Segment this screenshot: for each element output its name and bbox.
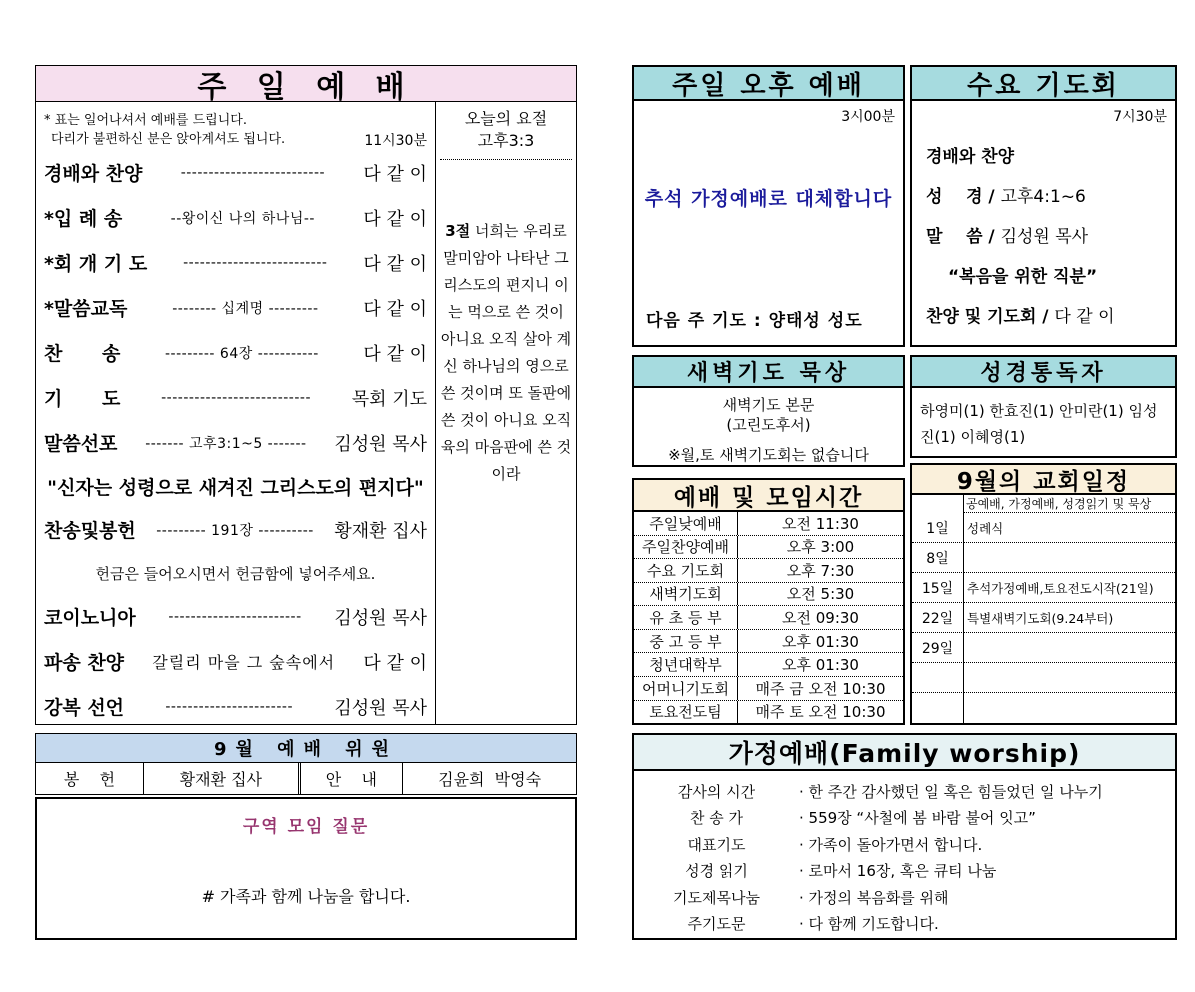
meeting-name: 주일낮예배	[634, 512, 738, 535]
order-row	[44, 639, 427, 684]
order-detail: --------- 191장 ----------	[156, 522, 314, 539]
table-row	[912, 693, 1175, 723]
order-leader: 황재환 집사	[334, 520, 427, 542]
order-row	[44, 330, 427, 375]
order-leader: 김성원 목사	[334, 697, 427, 719]
wednesday-prayer-section	[910, 65, 1177, 347]
schedule-day	[912, 693, 964, 723]
order-detail: -----------------------	[165, 698, 294, 715]
bible-label: 성 경 /	[926, 187, 1001, 207]
family-worship-desc: · 가정의 복음화를 위해	[799, 888, 949, 907]
meeting-time: 매주 금 오전 10:30	[755, 679, 886, 698]
wednesday-bible-row	[926, 182, 1169, 207]
order-label: 찬송및봉헌	[44, 520, 136, 542]
meeting-name: 수요 기도회	[634, 559, 738, 582]
order-leader: 김성원 목사	[334, 607, 427, 629]
table-row	[634, 701, 903, 724]
family-worship-desc: · 다 함께 기도합니다.	[799, 915, 939, 934]
order-detail: --왕이신 나의 하나님--	[170, 210, 315, 227]
order-leader: 다 같 이	[363, 343, 427, 365]
closing-leader: 다 같 이	[1054, 307, 1115, 327]
meeting-name: 주일찬양예배	[634, 536, 738, 559]
schedule-day: 15일	[912, 573, 964, 603]
order-label: 강복 선언	[44, 697, 125, 719]
order-row	[44, 375, 427, 420]
september-schedule-section	[910, 463, 1177, 725]
schedule-event	[964, 633, 1175, 663]
order-detail: ---------------------------	[161, 389, 312, 406]
table-row	[912, 663, 1175, 693]
order-detail: -------- 십계명 ---------	[172, 300, 319, 317]
meeting-name: 새벽기도회	[634, 583, 738, 606]
order-row	[44, 285, 427, 330]
dawn-prayer-note: ※월,토 새벽기도회는 없습니다	[668, 446, 869, 464]
bible-readers-section	[910, 355, 1177, 458]
order-label: 기 도	[44, 388, 121, 410]
table-row	[912, 633, 1175, 663]
order-label: 말씀선포	[44, 433, 118, 455]
standing-note	[44, 112, 285, 150]
sermon-quote: "신자는 성령으로 새겨진 그리스도의 편지다"	[47, 476, 424, 499]
schedule-event: 추석가정예배,토요전도시작(21일)	[964, 573, 1175, 603]
table-row	[634, 583, 903, 607]
order-leader: 김성원 목사	[334, 433, 427, 455]
sunday-worship-title: 주 일 예 배	[36, 66, 576, 102]
committee-title: 9월 예배 위원	[36, 734, 576, 763]
order-row	[44, 684, 427, 729]
order-detail: --------------------------	[183, 254, 328, 271]
table-row	[912, 513, 1175, 543]
order-leader: 다 같 이	[363, 208, 427, 230]
sunday-afternoon-section	[632, 65, 905, 347]
verse-reference: 고후3:3	[477, 131, 535, 151]
table-row	[634, 606, 903, 630]
meeting-time: 오전 5:30	[786, 585, 855, 604]
schedule-event	[964, 693, 1175, 723]
meeting-name: 청년대학부	[634, 653, 738, 676]
family-worship-desc: · 한 주간 감사했던 일 혹은 힘들었던 일 나누기	[799, 782, 1103, 801]
verse-heading-label: 오늘의 요절	[464, 109, 548, 128]
todays-verse-panel	[435, 102, 576, 724]
order-leader: 다 같 이	[363, 163, 427, 185]
september-committee-section	[35, 733, 577, 795]
table-row	[634, 512, 903, 536]
verse-text: 너희는 우리로 말미암아 나타난 그리스도의 편지니 이는 먹으로 쓴 것이 아니요 오직 살아 계신 하나님의 영으로 쓴 것이며 또 돌판에 쓴 것이 아니요 오직 육의 마음판에 쓴 것이라	[440, 221, 572, 483]
afternoon-time: 3시00분	[841, 109, 895, 125]
order-detail: ------------------------	[168, 608, 302, 625]
wednesday-closing-row	[926, 302, 1169, 327]
order-detail: 갈릴리 마을 그 숲속에서	[152, 653, 336, 672]
table-row	[634, 805, 1175, 832]
table-row	[634, 653, 903, 677]
order-row	[44, 150, 427, 195]
table-row	[634, 630, 903, 654]
table-row	[912, 603, 1175, 633]
family-worship-label: 기도제목나눔	[673, 888, 760, 907]
standing-note-line2: 다리가 불편하신 분은 앉아계셔도 됩니다.	[51, 132, 286, 148]
offering-note: 헌금은 들어오시면서 헌금함에 넣어주세요.	[95, 564, 376, 583]
order-label: *입 례 송	[44, 208, 123, 230]
afternoon-notice: 추석 가정예배로 대체합니다	[644, 188, 893, 210]
schedule-day: 1일	[912, 513, 964, 543]
wednesday-title: 수요 기도회	[912, 67, 1175, 101]
order-label: 찬 송	[44, 343, 121, 365]
schedule-table	[912, 495, 1175, 723]
family-worship-label: 감사의 시간	[677, 782, 756, 801]
committee-role-usher: 안 내	[301, 763, 404, 794]
wednesday-order	[912, 126, 1175, 327]
family-worship-label: 성경 읽기	[685, 862, 748, 881]
table-row	[634, 858, 1175, 885]
schedule-subtitle: 공예배, 가정예배, 성경읽기 및 묵상	[964, 495, 1175, 513]
table-row	[634, 884, 1175, 911]
family-worship-section	[632, 733, 1177, 940]
committee-row	[36, 763, 576, 794]
message-label: 말 씀 /	[926, 227, 1001, 247]
table-row	[912, 573, 1175, 603]
meeting-name: 중 고 등 부	[634, 630, 738, 653]
closing-label: 찬양 및 기도회 /	[926, 307, 1055, 327]
meeting-time: 매주 토 오전 10:30	[755, 703, 886, 722]
table-row	[634, 831, 1175, 858]
bible-ref: 고후4:1~6	[1000, 187, 1086, 207]
schedule-event	[964, 663, 1175, 693]
group-meeting-note: # 가족과 함께 나눔을 합니다.	[201, 887, 411, 906]
meeting-time: 오후 01:30	[782, 656, 859, 675]
order-label: *말씀교독	[44, 298, 128, 320]
meeting-name: 토요전도팀	[634, 701, 738, 724]
meeting-time: 오후 01:30	[782, 632, 859, 651]
verse-body	[440, 218, 572, 488]
table-row	[634, 911, 1175, 938]
family-worship-desc: · 가족이 돌아가면서 합니다.	[799, 835, 983, 854]
afternoon-title: 주일 오후 예배	[634, 67, 903, 101]
family-worship-label: 찬 송 가	[689, 809, 743, 828]
committee-person-usher: 김윤희 박영숙	[438, 770, 542, 789]
wednesday-praise: 경배와 찬양	[926, 147, 1015, 167]
group-meeting-title: 구역 모임 질문	[242, 817, 370, 837]
wednesday-message-row	[926, 222, 1169, 247]
standing-note-line1: * 표는 일어나셔서 예배를 드립니다.	[44, 113, 247, 129]
sunday-worship-section	[35, 65, 577, 725]
family-worship-title: 가정예배(Family worship)	[634, 735, 1175, 771]
table-row	[634, 778, 1175, 805]
meeting-time: 오전 09:30	[782, 609, 859, 628]
order-label: 파송 찬양	[44, 652, 125, 674]
bible-readers-names: 하영미(1) 한효진(1) 안미란(1) 임성진(1) 이혜영(1)	[920, 402, 1158, 446]
committee-person-offering: 황재환 집사	[144, 763, 301, 794]
service-time: 11시30분	[364, 133, 427, 149]
schedule-event	[964, 543, 1175, 573]
verse-number: 3절	[445, 221, 471, 240]
meeting-time: 오후 3:00	[786, 538, 855, 557]
group-meeting-section	[35, 797, 577, 940]
dawn-prayer-section	[632, 355, 905, 467]
meeting-time: 오전 11:30	[782, 514, 859, 533]
order-row	[44, 240, 427, 285]
meeting-times-section	[632, 478, 905, 725]
family-worship-desc: · 559장 “사철에 봄 바람 불어 잇고”	[799, 809, 1036, 828]
order-row	[44, 420, 427, 465]
table-row	[634, 536, 903, 560]
order-row	[44, 594, 427, 639]
schedule-day: 8일	[912, 543, 964, 573]
schedule-day: 22일	[912, 603, 964, 633]
order-detail: --------- 64장 -----------	[165, 345, 319, 362]
table-row	[634, 559, 903, 583]
order-row	[44, 507, 427, 552]
family-worship-label: 대표기도	[687, 835, 746, 854]
meeting-name: 어머니기도회	[634, 677, 738, 700]
schedule-event: 특별새벽기도회(9.24부터)	[964, 603, 1175, 633]
order-leader: 다 같 이	[363, 253, 427, 275]
table-row	[912, 543, 1175, 573]
schedule-day	[912, 495, 964, 513]
schedule-day	[912, 663, 964, 693]
wednesday-time: 7시30분	[1113, 109, 1167, 125]
verse-heading	[440, 108, 572, 160]
family-worship-desc: · 로마서 16장, 혹은 큐티 나눔	[799, 862, 997, 881]
worship-note	[44, 106, 427, 150]
order-detail: --------------------------	[180, 164, 326, 181]
wednesday-sermon-title: “복음을 위한 직분”	[948, 267, 1098, 287]
bible-readers-title: 성경통독자	[912, 357, 1175, 388]
committee-role-offering: 봉 헌	[36, 763, 144, 794]
order-leader: 다 같 이	[363, 652, 427, 674]
order-row	[44, 195, 427, 240]
meeting-name: 유 초 등 부	[634, 606, 738, 629]
schedule-event: 성례식	[964, 513, 1175, 543]
order-label: 코이노니아	[44, 607, 136, 629]
message-speaker: 김성원 목사	[1000, 227, 1089, 247]
meeting-times-table	[634, 512, 903, 723]
dawn-prayer-body	[634, 388, 903, 465]
meeting-time: 오후 7:30	[786, 561, 855, 580]
family-worship-label: 주기도문	[687, 915, 746, 934]
family-worship-rows	[634, 771, 1175, 937]
dawn-prayer-title: 새벽기도 묵상	[634, 357, 903, 388]
dawn-prayer-line2: (고린도후서)	[726, 416, 811, 434]
order-label: 경배와 찬양	[44, 163, 143, 185]
order-leader: 다 같 이	[363, 298, 427, 320]
dawn-prayer-line1: 새벽기도 본문	[722, 396, 815, 414]
next-week-prayer: 다음 주 기도 : 양태성 성도	[646, 311, 863, 331]
order-label: *회 개 기 도	[44, 253, 148, 275]
order-leader: 목회 기도	[351, 388, 427, 410]
schedule-day: 29일	[912, 633, 964, 663]
table-row	[634, 677, 903, 701]
sunday-worship-order	[36, 102, 435, 724]
order-detail: ------- 고후3:1~5 -------	[145, 435, 307, 452]
meeting-times-title: 예배 및 모임시간	[634, 480, 903, 512]
schedule-subtitle-row	[912, 495, 1175, 513]
schedule-title: 9월의 교회일정	[912, 465, 1175, 495]
